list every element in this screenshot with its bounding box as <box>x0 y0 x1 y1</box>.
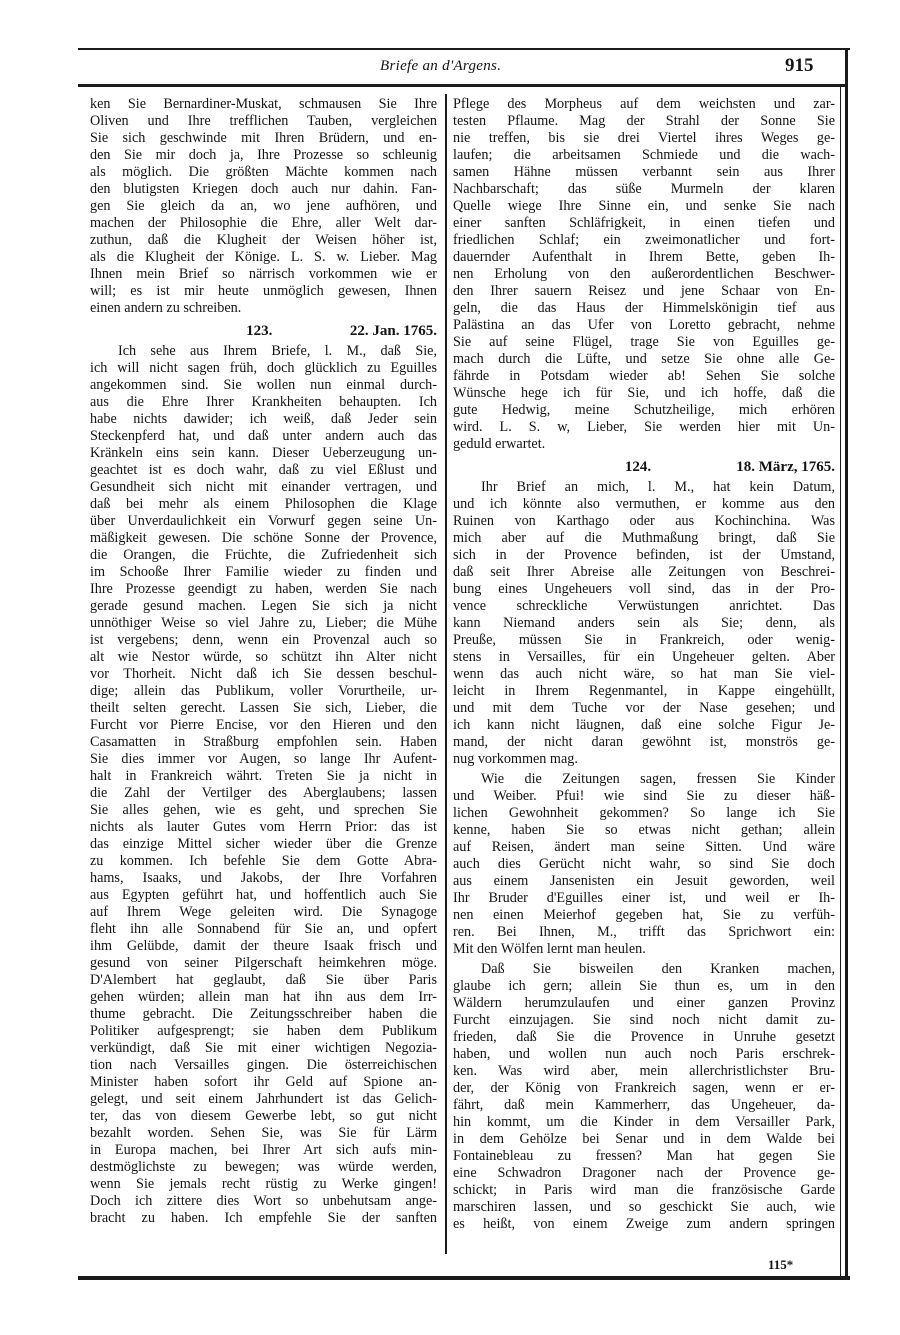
text-line: kenne, haben Sie so etwas nicht gethan; allein <box>453 822 835 838</box>
text-line: mäßigkeit gewesen. Die schöne Sonne der Provence, <box>90 530 437 546</box>
text-line: verkündigt, daß Sie mit einer wichtigen Negozia- <box>90 1040 437 1056</box>
text-line: einen andern zu schreiben. <box>90 300 242 316</box>
text-line: aus einem Jansenisten ein Jesuit geworden, weil <box>453 873 835 889</box>
text-line: Ihre Prozesse geendigt zu haben, werden Sie nach <box>90 581 437 597</box>
text-line: aus die Ehre Ihrer Krankheiten behaupten. Ich <box>90 394 437 410</box>
text-line: Wünsche hege ich für Sie, und ich hoffe, daß die <box>453 385 835 401</box>
text-line: Wäldern herumzulaufen und einer ganzen Provinz <box>453 995 835 1011</box>
text-line: frieden, daß Sie die Provence in Unruhe gesetzt <box>453 1029 835 1045</box>
text-line: Wie die Zeitungen sagen, fressen Sie Kinder <box>481 771 835 787</box>
text-line: bung eines Ungeheuers voll sind, das in der Pro- <box>453 581 835 597</box>
text-line: Kränkeln eins sein kann. Dieser Ueberzeugung un- <box>90 445 437 461</box>
text-line: als die Klugheit der Könige. L. S. w. Lieber. Mag <box>90 249 437 265</box>
text-line: haben, und wollen nun auch noch Paris erschrek- <box>453 1046 835 1062</box>
text-line: bezahlt worden. Sehen Sie, was Sie für Lärm <box>90 1125 437 1141</box>
text-line: dauernder Aufenthalt in Ihrem Bette, geben Ih- <box>453 249 835 265</box>
text-line: wenn das auch nicht wäre, so hat man Sie viel- <box>453 666 835 682</box>
text-line: testen Pflaume. Mag der Strahl der Sonne Sie <box>453 113 835 129</box>
text-line: und mit dem Tuche vor der Nase gesehen; und <box>453 700 835 716</box>
text-line: ich kann nicht läugnen, daß eine solche Figur Je- <box>453 717 835 733</box>
paragraph <box>453 479 835 768</box>
text-line: Steckenpferd hat, und daß unter andern auch das <box>90 428 437 444</box>
text-line: wenn Sie jemals recht rüstig zu Werke gingen! <box>90 1176 437 1192</box>
text-line: geachtet ist es doch wahr, daß zu viel Eßlust und <box>90 462 437 478</box>
text-line: machen der Philosophie die Ehre, aller Welt dar- <box>90 215 437 231</box>
right-border-rule <box>845 48 848 1280</box>
letter-date: 18. März, 1765. <box>736 459 835 475</box>
text-line: zuthun, daß die Klugheit der Weisen höher ist, <box>90 232 437 248</box>
text-line: nen Erholung von den außerordentlichen Beschwer- <box>453 266 835 282</box>
text-line: ken. Was wird aber, mein allerchristlichster Bru- <box>453 1063 835 1079</box>
text-line: Sie auf seine Flügel, trage Sie von Eguilles ge- <box>453 334 835 350</box>
text-line: vor Thorheit. Nicht daß ich Sie dessen beschul- <box>90 666 437 682</box>
text-line: glaube ich gern; allein Sie thun es, um in den <box>453 978 835 994</box>
text-line: gute Hedwig, meine Schutzheilige, mich erhören <box>453 402 835 418</box>
text-line: marschiren lassen, und so geschickt Sie auch, wie <box>453 1199 835 1215</box>
text-line: auf Ihrem Wege geleiten wird. Die Synagoge <box>90 904 437 920</box>
left-column <box>90 96 437 1227</box>
text-line: das einzige Mittel sicher wieder über die Grenze <box>90 836 437 852</box>
text-line: Fontainebleau zu fressen? Man hat gegen Sie <box>453 1148 835 1164</box>
text-line: Ihr Bruder d'Eguilles einer ist, und weil er Ih- <box>453 890 835 906</box>
text-line: wird. L. S. w, Lieber, Sie werden hier mit Un- <box>453 419 835 435</box>
text-line: Ihnen mein Brief so närrisch vorkommen wie er <box>90 266 437 282</box>
text-line: theilt selten gerecht. Lassen Sie sich, Lieber, die <box>90 700 437 716</box>
text-line: bracht zu haben. Ich empfehle Sie der sanften <box>90 1210 437 1226</box>
paragraph <box>453 961 835 1233</box>
text-line: tion nach Versailles gingen. Die österreichischen <box>90 1057 437 1073</box>
text-line: zu kommen. Ich befehle Sie dem Gotte Abra- <box>90 853 437 869</box>
letter-heading <box>90 321 437 341</box>
column-divider <box>445 94 447 1254</box>
text-line: gehen würden; allein man hat ihn aus dem Irr- <box>90 989 437 1005</box>
text-line: mach durch die Lüfte, und setze Sie ohne alle Ge- <box>453 351 835 367</box>
text-line: nen einen Meierhof gegeben hat, Sie zu verfüh- <box>453 907 835 923</box>
text-line: lichen Gewohnheit gekommen? So lange ich Sie <box>453 805 835 821</box>
text-line: daß bei mehr als einem Philosophen die Klage <box>90 496 437 512</box>
paragraph <box>453 771 835 958</box>
text-line: Casamatten in Straßburg empfohlen sein. Haben <box>90 734 437 750</box>
text-line: will; es ist mir heute unmöglich gewesen, Ihnen <box>90 283 437 299</box>
text-line: fleht ihn alle Sonnabend für Sie an, und opfert <box>90 921 437 937</box>
text-line: es heißt, von einem Zweige zum andern springen <box>453 1216 835 1232</box>
text-line: Sie sich geschwinde mit Ihren Brüdern, und en- <box>90 130 437 146</box>
letter-date: 22. Jan. 1765. <box>349 323 437 339</box>
text-line: als möglich. Die größten Mächte kommen nach <box>90 164 437 180</box>
text-line: mand, der nicht daran gewöhnt ist, monströs ge- <box>453 734 835 750</box>
paragraph <box>90 343 437 1227</box>
text-line: halt in Frankreich währt. Treten Sie ja nicht in <box>90 768 437 784</box>
text-line: kann Niemand anders sein als Sie; denn, als <box>453 615 835 631</box>
text-line: mich aber auf die Muthmaßung bringt, daß Sie <box>453 530 835 546</box>
paragraph <box>90 96 437 317</box>
text-line: friedlichen Schlaf; ein zweimonatlicher und fort- <box>453 232 835 248</box>
text-line: auf Reisen, ändert man seine Sitten. Und wäre <box>453 839 835 855</box>
bottom-rule <box>78 1276 850 1280</box>
text-line: Nachbarschaft; das süße Murmeln der klaren <box>453 181 835 197</box>
text-line: in dem Gehölze bei Senar und in dem Walde bei <box>453 1131 835 1147</box>
signature-mark: 115* <box>768 1257 794 1272</box>
text-line: nug vorkommen mag. <box>453 751 578 767</box>
text-line: der, der König von Frankreich sagen, wenn er er- <box>453 1080 835 1096</box>
text-line: fährde in Potsdam wieder ab! Sehen Sie solche <box>453 368 835 384</box>
text-line: vence schreckliche Verwüstungen anrichtet. Das <box>453 598 835 614</box>
text-line: über Unverdaulichkeit ein Vorwurf gegen seine Un- <box>90 513 437 529</box>
text-line: Ihr Brief an mich, l. M., hat kein Datum, <box>481 479 835 495</box>
text-line: dige; allein das Publikum, voller Vorurtheile, ur- <box>90 683 437 699</box>
text-line: destmöglichste zu bewegen; was würde werden, <box>90 1159 437 1175</box>
text-line: Pflege des Morpheus auf dem weichsten und zar- <box>453 96 835 112</box>
text-line: Mit den Wölfen lernt man heulen. <box>453 941 646 957</box>
text-line: und Weiber. Pfui! wie sind Sie zu dieser häß- <box>453 788 835 804</box>
text-line: den Ihrer sauern Reisez und jene Schaar von En- <box>453 283 835 299</box>
text-line: ihm Gelübde, damit der theure Isaak frisch und <box>90 938 437 954</box>
text-line: im Schooße Ihrer Familie wieder zu finden und <box>90 564 437 580</box>
text-line: einer sanften Schläfrigkeit, in einen tiefen und <box>453 215 835 231</box>
text-line: samen Hähne müssen verbannt sein aus Ihrer <box>453 164 835 180</box>
text-line: eine Schwadron Dragoner nach der Provence ge- <box>453 1165 835 1181</box>
header-rule <box>78 84 848 87</box>
text-line: und ich könnte also vermuthen, er komme aus den <box>453 496 835 512</box>
text-line: Doch ich zittere dies Wort so unbehutsam ange- <box>90 1193 437 1209</box>
text-line: ter, das von diesem Gewerbe lebt, so gut nicht <box>90 1108 437 1124</box>
text-line: gelegt, und seit einem Jahrhundert ist das Gelich- <box>90 1091 437 1107</box>
text-line: Palästina an das Ufer von Loretto gebracht, nehme <box>453 317 835 333</box>
text-line: in Europa machen, bei Ihrer Art sich aufs min- <box>90 1142 437 1158</box>
text-line: gen Sie gleich da an, wo jene aufhören, und <box>90 198 437 214</box>
page-number: 915 <box>785 55 814 76</box>
text-line: hams, Isaaks, und Jakobs, der Ihre Vorfahren <box>90 870 437 886</box>
text-line: die Zahl der Vertilger des Aberglaubens; lassen <box>90 785 437 801</box>
text-line: daß seit Ihrer Abreise alle Zeitungen von Beschrei- <box>453 564 835 580</box>
text-line: Ich sehe aus Ihrem Briefe, l. M., daß Sie, <box>118 343 437 359</box>
text-line: D'Alembert hat geglaubt, daß Sie über Paris <box>90 972 437 988</box>
text-line: hin kommt, um die Kinder in dem Versailler Park, <box>453 1114 835 1130</box>
text-line: Politiker aufgesprengt; sie haben dem Publikum <box>90 1023 437 1039</box>
text-line: geduld erwartet. <box>453 436 546 452</box>
letter-number: 124. <box>624 459 652 475</box>
text-line: habe nichts dawider; ich weiß, daß Jeder sein <box>90 411 437 427</box>
text-line: thume gebracht. Die Zeitungsschreiber haben die <box>90 1006 437 1022</box>
text-line: Gesundheit sich nicht mit einander vertragen, und <box>90 479 437 495</box>
text-line: ken Sie Bernardiner-Muskat, schmausen Sie Ihre <box>90 96 437 112</box>
letter-number: 123. <box>246 323 273 339</box>
text-line: den Sie mir doch ja, Ihre Prozesse so schleunig <box>90 147 437 163</box>
text-line: Quelle wiege Ihre Sinne ein, und senke Sie nach <box>453 198 835 214</box>
letter-heading <box>453 457 835 477</box>
text-line: Furcht einzujagen. Sie sind noch nicht damit zu- <box>453 1012 835 1028</box>
text-line: Sie dies immer vor Augen, so lange Ihr Aufent- <box>90 751 437 767</box>
right-column <box>453 96 835 1233</box>
text-line: nie treffen, bis sie drei Viertel ihres Weges ge- <box>453 130 835 146</box>
text-line: schickt; in Paris wird man die französische Garde <box>453 1182 835 1198</box>
text-line: Minister haben sofort ihr Geld auf Spione an- <box>90 1074 437 1090</box>
text-line: fährt, daß mein Kammerherr, das Ungeheuer, da- <box>453 1097 835 1113</box>
text-line: Daß Sie bisweilen den Kranken machen, <box>481 961 835 977</box>
paragraph <box>453 96 835 453</box>
text-line: Oliven und Ihre trefflichen Tauben, vergleichen <box>90 113 437 129</box>
text-line: unnöthiger Weise so viel Jahre zu, Lieber; die Mühe <box>90 615 437 631</box>
running-title: Briefe an d'Argens. <box>380 58 502 74</box>
text-line: die Orangen, die Früchte, die Zufriedenheit sich <box>90 547 437 563</box>
text-line: ich will nicht sagen früh, doch glücklich zu Eguilles <box>90 360 437 376</box>
text-line: stens in Versailles, für ein Ungeheuer gelten. Aber <box>453 649 835 665</box>
text-line: nichts als lauter Gutes vom Herrn Prior: das ist <box>90 819 437 835</box>
text-line: den blutigsten Kriegen doch auch nur dahin. Fan- <box>90 181 437 197</box>
text-line: auch dies Gerücht nicht wahr, so sind Sie doch <box>453 856 835 872</box>
text-line: angekommen sind. Sie wollen nun einmal durch- <box>90 377 437 393</box>
text-line: ist vergebens; denn, wenn ein Provenzal auch so <box>90 632 437 648</box>
text-line: aus Egypten geführt hat, und hoffentlich auch Sie <box>90 887 437 903</box>
text-line: gesund von seiner Pilgerschaft heimkehren möge. <box>90 955 437 971</box>
text-line: laufen; die arbeitsamen Schmiede und die wach- <box>453 147 835 163</box>
top-border-rule <box>78 48 850 50</box>
text-line: Preuße, müssen Sie in Frankreich, oder wenig- <box>453 632 835 648</box>
text-line: ren. Bei Ihnen, M., trifft das Sprichwort ein: <box>453 924 835 940</box>
text-line: Furcht vor Pierre Encise, vor den Hieren und den <box>90 717 437 733</box>
right-border-inner-rule <box>840 86 841 1278</box>
text-line: geln, die das Haus der Himmelskönigin tief aus <box>453 300 835 316</box>
text-line: alt wie Nestor würde, so schützt ihn Alter nicht <box>90 649 437 665</box>
text-line: leicht in Ihrem Regenmantel, in Kappe eingehüllt, <box>453 683 835 699</box>
text-line: gerade gesund machen. Legen Sie sich ja nicht <box>90 598 437 614</box>
text-line: sich in der Provence befinden, ist der Umstand, <box>453 547 835 563</box>
text-line: Sie alles gehen, wie es geht, und sprechen Sie <box>90 802 437 818</box>
text-line: Ruinen von Karthago oder aus Kochinchina. Was <box>453 513 835 529</box>
